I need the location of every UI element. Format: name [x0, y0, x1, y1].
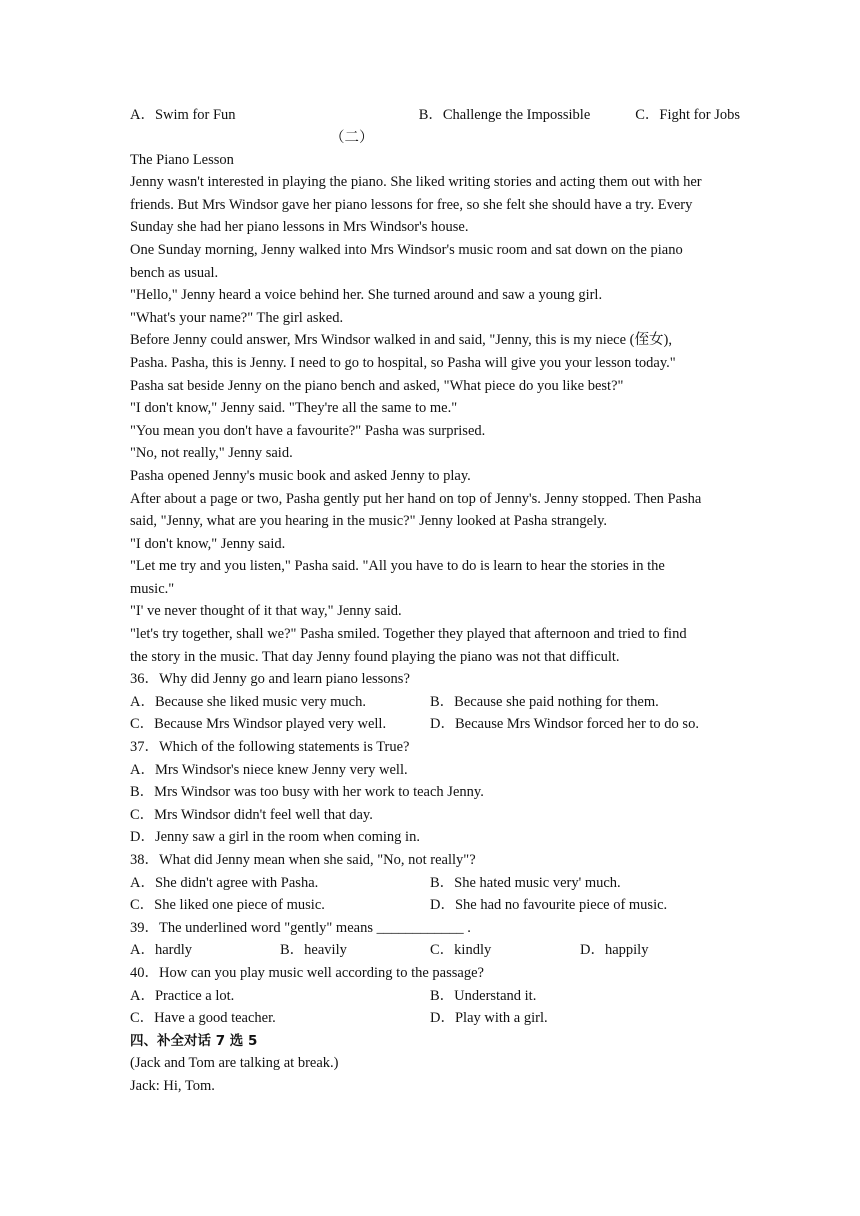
option-b: B．Understand it.	[430, 987, 537, 1004]
option-c: C．Because Mrs Windsor played very well.	[130, 716, 387, 733]
passage-line: "Hello," Jenny heard a voice behind her. She turned around and saw a young girl.	[130, 287, 603, 304]
question-stem: 38．What did Jenny mean when she said, "No, not really"?	[130, 852, 476, 868]
option-row	[130, 872, 740, 895]
option-c: C．She liked one piece of music.	[130, 897, 325, 914]
document-page	[130, 104, 740, 1098]
question-stem: 36．Why did Jenny go and learn piano lessons?	[130, 671, 410, 688]
option-row	[130, 1007, 740, 1030]
option-row	[130, 939, 740, 962]
passage-line: bench as usual.	[130, 264, 219, 281]
question-stem: 39．The underlined word "gently" means ____________ .	[130, 919, 471, 936]
option-row	[130, 713, 740, 736]
dialogue-line: Jack: Hi, Tom.	[130, 1077, 215, 1094]
option-c: C．Have a good teacher.	[130, 1010, 276, 1027]
passage-line: "You mean you don't have a favourite?" Pasha was surprised.	[130, 422, 486, 439]
option-d: D．Because Mrs Windsor forced her to do so.	[430, 716, 699, 733]
option-a: A．Practice a lot.	[130, 987, 235, 1004]
option-d: D．Play with a girl.	[430, 1010, 548, 1027]
section-heading: 四、补全对话 7 选 5	[130, 1032, 258, 1049]
option-a: A．Mrs Windsor's niece knew Jenny very well.	[130, 761, 408, 778]
passage-line: Jenny wasn't interested in playing the piano. She liked writing stories and acting them out with her	[130, 174, 702, 191]
passage-line: Sunday she had her piano lessons in Mrs Windsor's house.	[130, 219, 469, 236]
option-a: A．Swim for Fun	[130, 107, 236, 123]
passage-line: One Sunday morning, Jenny walked into Mrs Windsor's music room and sat down on the piano	[130, 241, 683, 258]
option-a: A．She didn't agree with Pasha.	[130, 874, 319, 891]
question-37	[130, 736, 740, 849]
passage-line: Pasha sat beside Jenny on the piano bench and asked, "What piece do you like best?"	[130, 377, 624, 394]
passage-line: "Let me try and you listen," Pasha said. "All you have to do is learn to hear the stories in the	[130, 558, 665, 575]
passage-line: "What's your name?" The girl asked.	[130, 309, 344, 326]
question-36	[130, 668, 740, 736]
option-c: C．Fight for Jobs	[635, 107, 740, 123]
passage-line: "I don't know," Jenny said. "They're all the same to me."	[130, 400, 458, 417]
dialogue-intro: (Jack and Tom are talking at break.)	[130, 1055, 339, 1072]
passage-line: Pasha opened Jenny's music book and asked Jenny to play.	[130, 467, 471, 484]
option-b: B．Challenge the Impossible	[418, 107, 591, 123]
passage-line: Pasha. Pasha, this is Jenny. I need to go to hospital, so Pasha will give you your lesson today."	[130, 354, 676, 371]
passage-line: "No, not really," Jenny said.	[130, 445, 293, 462]
question-stem: 40．How can you play music well according to the passage?	[130, 964, 484, 981]
option-c: C．Mrs Windsor didn't feel well that day.	[130, 806, 373, 823]
section-mark: （二）	[330, 129, 374, 146]
option-row	[130, 894, 740, 917]
passage-line: music."	[130, 580, 175, 597]
question-38	[130, 849, 740, 917]
passage-line: "I' ve never thought of it that way," Jenny said.	[130, 603, 402, 620]
passage-line: "I don't know," Jenny said.	[130, 535, 286, 552]
option-row	[130, 691, 740, 714]
passage-line: Before Jenny could answer, Mrs Windsor walked in and said, "Jenny, this is my niece (侄女),	[130, 332, 672, 349]
option-b: B．She hated music very' much.	[430, 874, 621, 891]
prev-question-options	[130, 104, 740, 127]
option-c: C．kindly	[430, 942, 492, 959]
option-a: A．hardly	[130, 942, 193, 959]
passage-line: the story in the music. That day Jenny found playing the piano was not that difficult.	[130, 648, 620, 665]
question-40	[130, 962, 740, 1030]
passage-title: The Piano Lesson	[130, 151, 234, 168]
option-b: B．Because she paid nothing for them.	[430, 693, 659, 710]
option-row	[130, 985, 740, 1008]
option-d: D．She had no favourite piece of music.	[430, 897, 668, 914]
option-a: A．Because she liked music very much.	[130, 693, 366, 710]
option-d: D．happily	[580, 942, 649, 959]
passage-line: friends. But Mrs Windsor gave her piano lessons for free, so she felt she should have a try. Every	[130, 196, 693, 213]
option-d: D．Jenny saw a girl in the room when coming in.	[130, 829, 420, 846]
option-b: B．Mrs Windsor was too busy with her work to teach Jenny.	[130, 784, 484, 801]
question-stem: 37．Which of the following statements is True?	[130, 739, 410, 756]
passage-line: After about a page or two, Pasha gently put her hand on top of Jenny's. Jenny stopped. Then Pasha	[130, 490, 702, 507]
option-b: B．heavily	[280, 942, 347, 959]
passage-line: said, "Jenny, what are you hearing in the music?" Jenny looked at Pasha strangely.	[130, 513, 608, 530]
question-39	[130, 917, 740, 962]
passage-body	[130, 171, 740, 668]
passage-line: "let's try together, shall we?" Pasha smiled. Together they played that afternoon and tried to find	[130, 626, 687, 643]
